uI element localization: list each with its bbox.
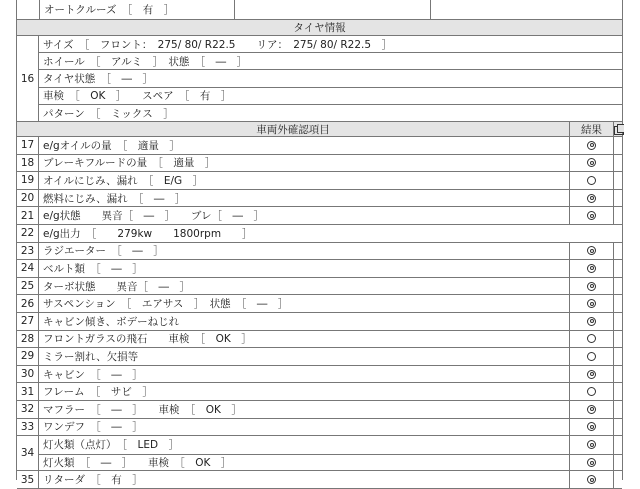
double-circle-mark bbox=[587, 264, 596, 273]
item-number: 26 bbox=[17, 295, 39, 312]
double-circle-mark bbox=[587, 158, 596, 167]
circle-mark bbox=[587, 334, 596, 343]
double-circle-mark bbox=[587, 422, 596, 431]
check-row bbox=[17, 383, 622, 401]
double-circle-mark bbox=[587, 405, 596, 414]
item-number: 18 bbox=[17, 155, 39, 172]
tire-number: 16 bbox=[17, 36, 39, 121]
item-number: 23 bbox=[17, 243, 39, 260]
item-number: 22 bbox=[17, 225, 39, 242]
result-header: 結果 bbox=[570, 122, 614, 136]
check-row bbox=[17, 313, 622, 331]
result-cell bbox=[570, 436, 614, 454]
double-circle-mark bbox=[587, 194, 596, 203]
item-text: マフラー ［ ― ］ 車検 ［ OK ］ bbox=[39, 401, 570, 418]
result-cell bbox=[570, 401, 614, 418]
circle-mark bbox=[587, 352, 596, 361]
tire-line: ホイール ［ アルミ ］ 状態 ［ ― ］ bbox=[39, 53, 622, 70]
tire-line: 車検 ［ OK ］ スペア ［ 有 ］ bbox=[39, 88, 622, 105]
tire-header-title: タイヤ情報 bbox=[293, 22, 346, 34]
item-number: 27 bbox=[17, 313, 39, 330]
result-cell bbox=[570, 155, 614, 172]
check-row bbox=[17, 295, 622, 313]
item-text: ワンデフ ［ ― ］ bbox=[39, 419, 570, 436]
double-circle-mark bbox=[587, 246, 596, 255]
check-row bbox=[17, 419, 622, 437]
check-row bbox=[17, 225, 622, 243]
item-text: キャビン ［ ― ］ bbox=[39, 366, 570, 383]
check-row bbox=[17, 401, 622, 419]
check-row bbox=[17, 260, 622, 278]
check-row bbox=[17, 243, 622, 261]
result-cell bbox=[570, 260, 614, 277]
item-number: 20 bbox=[17, 190, 39, 207]
item-number: 31 bbox=[17, 383, 39, 400]
item-text: ミラー割れ、欠損等 bbox=[39, 348, 570, 365]
item-text: e/g出力 ［ 279kw 1800rpm ］ bbox=[43, 227, 253, 240]
item-number: 33 bbox=[17, 419, 39, 436]
result-cell bbox=[570, 419, 614, 436]
item-text: e/g状態 異音［ ― ］ ブレ［ ― ］ bbox=[39, 207, 570, 224]
item-text: ラジエーター ［ ― ］ bbox=[39, 243, 570, 260]
item-text: オイルにじみ、漏れ ［ E/G ］ bbox=[39, 172, 570, 189]
item-text: e/gオイルの量 ［ 適量 ］ bbox=[39, 137, 570, 154]
result-cell bbox=[570, 331, 614, 348]
item-number: 34 bbox=[17, 436, 39, 470]
double-circle-mark bbox=[587, 458, 596, 467]
tire-header bbox=[17, 20, 622, 36]
check-header bbox=[17, 122, 622, 137]
cruise-row bbox=[17, 0, 622, 20]
check-row bbox=[17, 137, 622, 155]
check-row bbox=[17, 471, 622, 489]
double-circle-mark bbox=[587, 370, 596, 379]
result-cell bbox=[570, 190, 614, 207]
tire-line: サイズ ［ フロント： 275/ 80/ R22.5 リア： 275/ 80/ R22.5 ］ bbox=[39, 36, 622, 53]
inspection-sheet bbox=[16, 0, 623, 487]
double-circle-mark bbox=[587, 440, 596, 449]
result-cell bbox=[570, 366, 614, 383]
item-number: 19 bbox=[17, 172, 39, 189]
item-text: 燃料にじみ、漏れ ［ ― ］ bbox=[39, 190, 570, 207]
circle-mark bbox=[587, 387, 596, 396]
item-text: ベルト類 ［ ― ］ bbox=[39, 260, 570, 277]
item-text: リターダ ［ 有 ］ bbox=[39, 471, 570, 488]
result-cell bbox=[570, 243, 614, 260]
tire-line: パターン ［ ミックス ］ bbox=[43, 107, 174, 120]
copy-icon[interactable] bbox=[614, 122, 624, 136]
item-number: 35 bbox=[17, 471, 39, 488]
double-circle-mark bbox=[587, 141, 596, 150]
tire-line: タイヤ状態 ［ ― ］ bbox=[39, 70, 622, 87]
item-text: キャビン傾き、ボデーねじれ bbox=[39, 313, 570, 330]
double-circle-mark bbox=[587, 211, 596, 220]
result-cell bbox=[570, 172, 614, 189]
item-number: 24 bbox=[17, 260, 39, 277]
check-row bbox=[17, 207, 622, 225]
item-text: ターボ状態 異音［ ― ］ bbox=[39, 278, 570, 295]
check-header-title: 車両外確認項目 bbox=[17, 122, 570, 136]
result-cell bbox=[570, 278, 614, 295]
item-text: 灯火類（点灯） ［ LED ］ bbox=[39, 436, 570, 454]
result-cell bbox=[570, 207, 614, 224]
circle-mark bbox=[587, 176, 596, 185]
cruise-label: オートクルーズ ［ 有 ］ bbox=[39, 0, 235, 19]
result-cell bbox=[570, 137, 614, 154]
check-row bbox=[17, 155, 622, 173]
item-number: 30 bbox=[17, 366, 39, 383]
item-number: 17 bbox=[17, 137, 39, 154]
item-text: ブレーキフルードの量 ［ 適量 ］ bbox=[39, 155, 570, 172]
result-cell bbox=[570, 313, 614, 330]
result-cell bbox=[570, 348, 614, 365]
check-row bbox=[17, 278, 622, 296]
item-number: 28 bbox=[17, 331, 39, 348]
tire-block bbox=[17, 36, 622, 122]
result-cell bbox=[570, 383, 614, 400]
item-number: 29 bbox=[17, 348, 39, 365]
check-row bbox=[17, 331, 622, 349]
item-number: 21 bbox=[17, 207, 39, 224]
item-text: サスペンション ［ エアサス ］ 状態 ［ ― ］ bbox=[39, 295, 570, 312]
item-text: フロントガラスの飛石 車検 ［ OK ］ bbox=[39, 331, 570, 348]
double-circle-mark bbox=[587, 282, 596, 291]
item-number: 32 bbox=[17, 401, 39, 418]
check-row bbox=[17, 172, 622, 190]
item-number: 25 bbox=[17, 278, 39, 295]
check-row bbox=[17, 190, 622, 208]
check-row bbox=[17, 348, 622, 366]
double-circle-mark bbox=[587, 299, 596, 308]
check-row-34 bbox=[17, 436, 622, 471]
result-cell bbox=[570, 454, 614, 472]
item-text: フレーム ［ サビ ］ bbox=[39, 383, 570, 400]
double-circle-mark bbox=[587, 317, 596, 326]
item-text: 灯火類 ［ ― ］ 車検 ［ OK ］ bbox=[39, 454, 570, 472]
result-cell bbox=[570, 295, 614, 312]
check-row bbox=[17, 366, 622, 384]
